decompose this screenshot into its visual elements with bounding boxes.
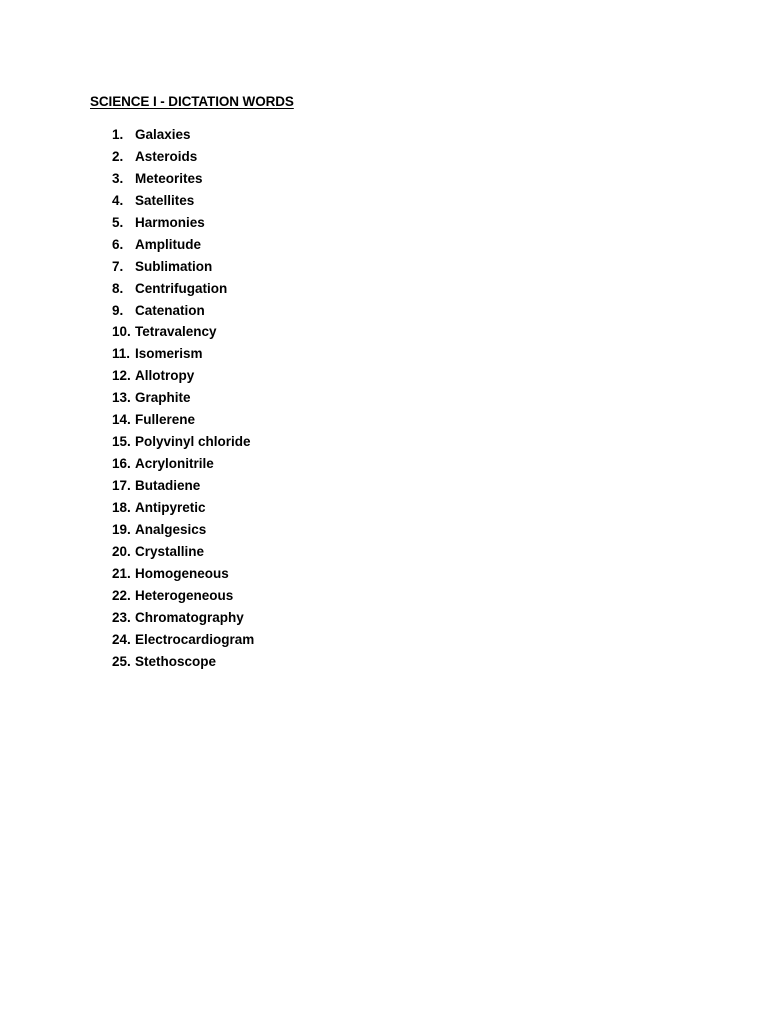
list-item [112, 387, 254, 409]
list-item [112, 629, 254, 651]
list-item-number: 14. [112, 412, 131, 428]
list-item-word: Antipyretic [135, 499, 206, 515]
list-item-word: Allotropy [135, 368, 195, 384]
list-item-number: 25. [112, 653, 131, 669]
list-item-number: 9. [112, 302, 124, 318]
list-item-word: Tetravalency [135, 324, 217, 340]
list-item-word: Harmonies [135, 214, 205, 230]
list-item-number: 7. [112, 258, 124, 274]
list-item [112, 343, 254, 365]
list-item-number: 1. [112, 127, 124, 142]
list-item-word: Graphite [135, 390, 191, 406]
list-item-number: 11. [112, 346, 131, 362]
list-item-word: Fullerene [135, 412, 196, 428]
list-item-word: Acrylonitrile [135, 456, 214, 472]
list-item-word: Meteorites [135, 170, 203, 186]
list-item [112, 124, 254, 146]
dictation-word-list [112, 124, 254, 672]
list-item-number: 13. [112, 390, 131, 406]
list-item [112, 475, 254, 497]
list-item-word: Analgesics [135, 521, 207, 537]
list-item [112, 497, 254, 519]
list-item-word: Stethoscope [135, 653, 217, 669]
list-item-number: 23. [112, 609, 131, 625]
list-item [112, 409, 254, 431]
list-item [112, 256, 254, 278]
list-item-number: 3. [112, 170, 124, 186]
list-item [112, 431, 254, 453]
list-item-number: 21. [112, 565, 131, 581]
list-item [112, 146, 254, 168]
document-title: SCIENCE I - DICTATION WORDS [90, 94, 294, 109]
list-item-word: Amplitude [135, 236, 201, 252]
list-item-number: 8. [112, 280, 124, 296]
list-item-number: 10. [112, 324, 131, 340]
list-item [112, 541, 254, 563]
list-item-number: 12. [112, 368, 131, 384]
list-item-word: Heterogeneous [135, 587, 234, 603]
list-item-word: Galaxies [135, 127, 191, 142]
list-item [112, 453, 254, 475]
list-item-word: Homogeneous [135, 565, 229, 581]
list-item-word: Catenation [135, 302, 205, 318]
list-item-word: Chromatography [135, 609, 244, 625]
list-item-number: 6. [112, 236, 124, 252]
list-item [112, 651, 254, 673]
list-item-word: Butadiene [135, 478, 201, 493]
list-item-number: 18. [112, 499, 131, 515]
list-item-number: 24. [112, 631, 131, 647]
list-item [112, 278, 254, 300]
list-item [112, 300, 254, 322]
list-item [112, 365, 254, 387]
list-item-number: 22. [112, 587, 131, 603]
list-item-word: Satellites [135, 192, 195, 208]
list-item-word: Crystalline [135, 543, 205, 559]
list-item [112, 190, 254, 212]
list-item [112, 234, 254, 256]
list-item-word: Sublimation [135, 258, 213, 274]
list-item-word: Isomerism [135, 346, 203, 362]
list-item [112, 585, 254, 607]
list-item-number: 20. [112, 543, 131, 559]
list-item-number: 4. [112, 192, 124, 208]
list-item-number: 16. [112, 456, 131, 472]
list-item-word: Centrifugation [135, 280, 228, 296]
list-item [112, 212, 254, 234]
list-item-number: 17. [112, 478, 131, 493]
list-item-word: Electrocardiogram [135, 631, 255, 647]
list-item [112, 563, 254, 585]
list-item-word: Asteroids [135, 148, 198, 164]
list-item [112, 321, 254, 343]
list-item [112, 519, 254, 541]
list-item [112, 607, 254, 629]
list-item-number: 5. [112, 214, 124, 230]
list-item-number: 15. [112, 434, 131, 450]
list-item-number: 2. [112, 148, 124, 164]
list-item-word: Polyvinyl chloride [135, 434, 251, 450]
list-item-number: 19. [112, 521, 131, 537]
list-item [112, 168, 254, 190]
